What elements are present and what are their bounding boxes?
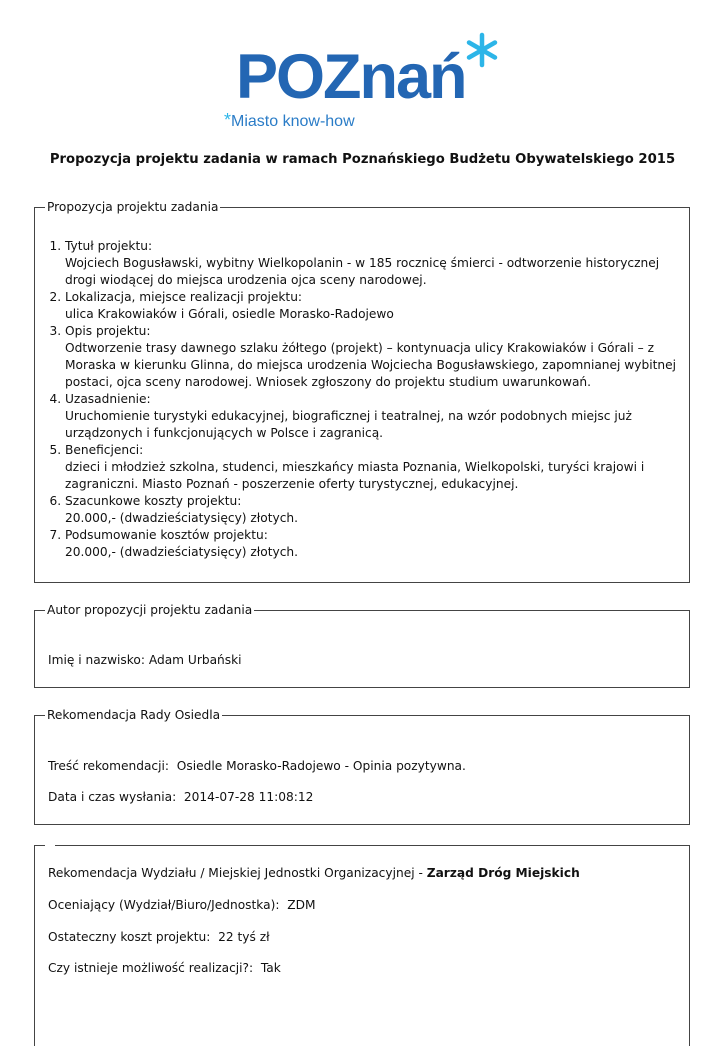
sent-date: 2014-07-28 11:08:12 bbox=[183, 790, 314, 804]
project-proposal-section bbox=[34, 199, 690, 583]
project-field-value: Wojciech Bogusławski, wybitny Wielkopolanin - w 185 rocznicę śmierci - odtworzenie historycznej drogi wiodącej do miejsca urodzenia ojca sceny narodowej. bbox=[65, 256, 660, 287]
asterisk-star-icon bbox=[464, 32, 500, 68]
department-recommendation-section bbox=[34, 845, 690, 1046]
recommendation-content: Osiedle Morasko-Radojewo - Opinia pozytywna. bbox=[176, 759, 466, 773]
project-field-item bbox=[65, 289, 689, 323]
project-field-value: 20.000,- (dwadzieściatysięcy) złotych. bbox=[65, 511, 299, 525]
author-name-row: Imię i nazwisko: Adam Urbański bbox=[48, 653, 242, 667]
feasibility-value: Tak bbox=[260, 961, 281, 975]
feasibility-row: Czy istnieje możliwość realizacji?: Tak bbox=[48, 961, 281, 975]
city-logo bbox=[224, 32, 502, 132]
project-field-label: 6. Szacunkowe koszty projektu: bbox=[65, 494, 242, 508]
project-field-item bbox=[65, 323, 689, 391]
project-field-item bbox=[65, 391, 689, 442]
project-field-label: 4. Uzasadnienie: bbox=[65, 392, 151, 406]
department-name: Zarząd Dróg Miejskich bbox=[426, 866, 580, 880]
project-field-item bbox=[65, 527, 689, 561]
project-field-value: Uruchomienie turystyki edukacyjnej, biograficznej i teatralnej, na wzór podobnych miejsc już urządzonych i funkcjonujących w Polsce i zagranicą. bbox=[65, 409, 632, 440]
project-fields-list bbox=[35, 238, 689, 561]
author-section bbox=[34, 602, 690, 688]
section-legend: Rekomendacja Rady Osiedla bbox=[47, 708, 221, 722]
department-recommendation-row: Rekomendacja Wydziału / Miejskiej Jednostki Organizacyjnej - Zarząd Dróg Miejskich bbox=[48, 866, 580, 880]
recommendation-content-row: Treść rekomendacji: Osiedle Morasko-Radojewo - Opinia pozytywna. bbox=[48, 759, 466, 773]
sent-date-row: Data i czas wysłania: 2014-07-28 11:08:12 bbox=[48, 790, 314, 804]
project-field-label: 3. Opis projektu: bbox=[65, 324, 151, 338]
project-field-value: Odtworzenie trasy dawnego szlaku żółtego (projekt) – kontynuacja ulicy Krakowiaków i Górali – z Moraska w kierunku Glinna, do miejsca urodzenia Wojciecha Bogusławskiego, zapomnianej wybitnej postaci, ojca sceny narodowej. Wniosek zgłoszony do projektu studium uwarunkowań. bbox=[65, 341, 676, 389]
project-field-item bbox=[65, 238, 689, 289]
project-field-value: 20.000,- (dwadzieściatysięcy) złotych. bbox=[65, 545, 299, 559]
final-cost-row: Ostateczny koszt projektu: 22 tyś zł bbox=[48, 930, 270, 944]
assessor-row: Oceniający (Wydział/Biuro/Jednostka): ZDM bbox=[48, 898, 316, 912]
document-title: Propozycja projektu zadania w ramach Poznańskiego Budżetu Obywatelskiego 2015 bbox=[49, 152, 676, 167]
council-recommendation-section bbox=[34, 707, 690, 825]
project-field-value: dzieci i młodzież szkolna, studenci, mieszkańcy miasta Poznania, Wielkopolski, turyści krajowi i zagraniczni. Miasto Poznań - poszerzenie oferty turystycznej, edukacyjnej. bbox=[65, 460, 645, 491]
section-legend: Autor propozycji projektu zadania bbox=[47, 603, 253, 617]
project-field-item bbox=[65, 442, 689, 493]
final-cost-value: 22 tyś zł bbox=[218, 930, 270, 944]
assessor-value: ZDM bbox=[287, 898, 316, 912]
project-field-label: 1. Tytuł projektu: bbox=[65, 239, 153, 253]
project-field-item bbox=[65, 493, 689, 527]
logo-tagline: *Miasto know-how bbox=[224, 110, 355, 130]
project-field-label: 5. Beneficjenci: bbox=[65, 443, 144, 457]
project-field-value: ulica Krakowiaków i Górali, osiedle Morasko-Radojewo bbox=[65, 307, 394, 321]
logo-wordmark: POZnań bbox=[236, 42, 466, 112]
section-legend: Propozycja projektu zadania bbox=[47, 200, 219, 214]
project-field-label: 2. Lokalizacja, miejsce realizacji projektu: bbox=[65, 290, 303, 304]
author-name: Adam Urbański bbox=[148, 653, 242, 667]
project-field-label: 7. Podsumowanie kosztów projektu: bbox=[65, 528, 268, 542]
